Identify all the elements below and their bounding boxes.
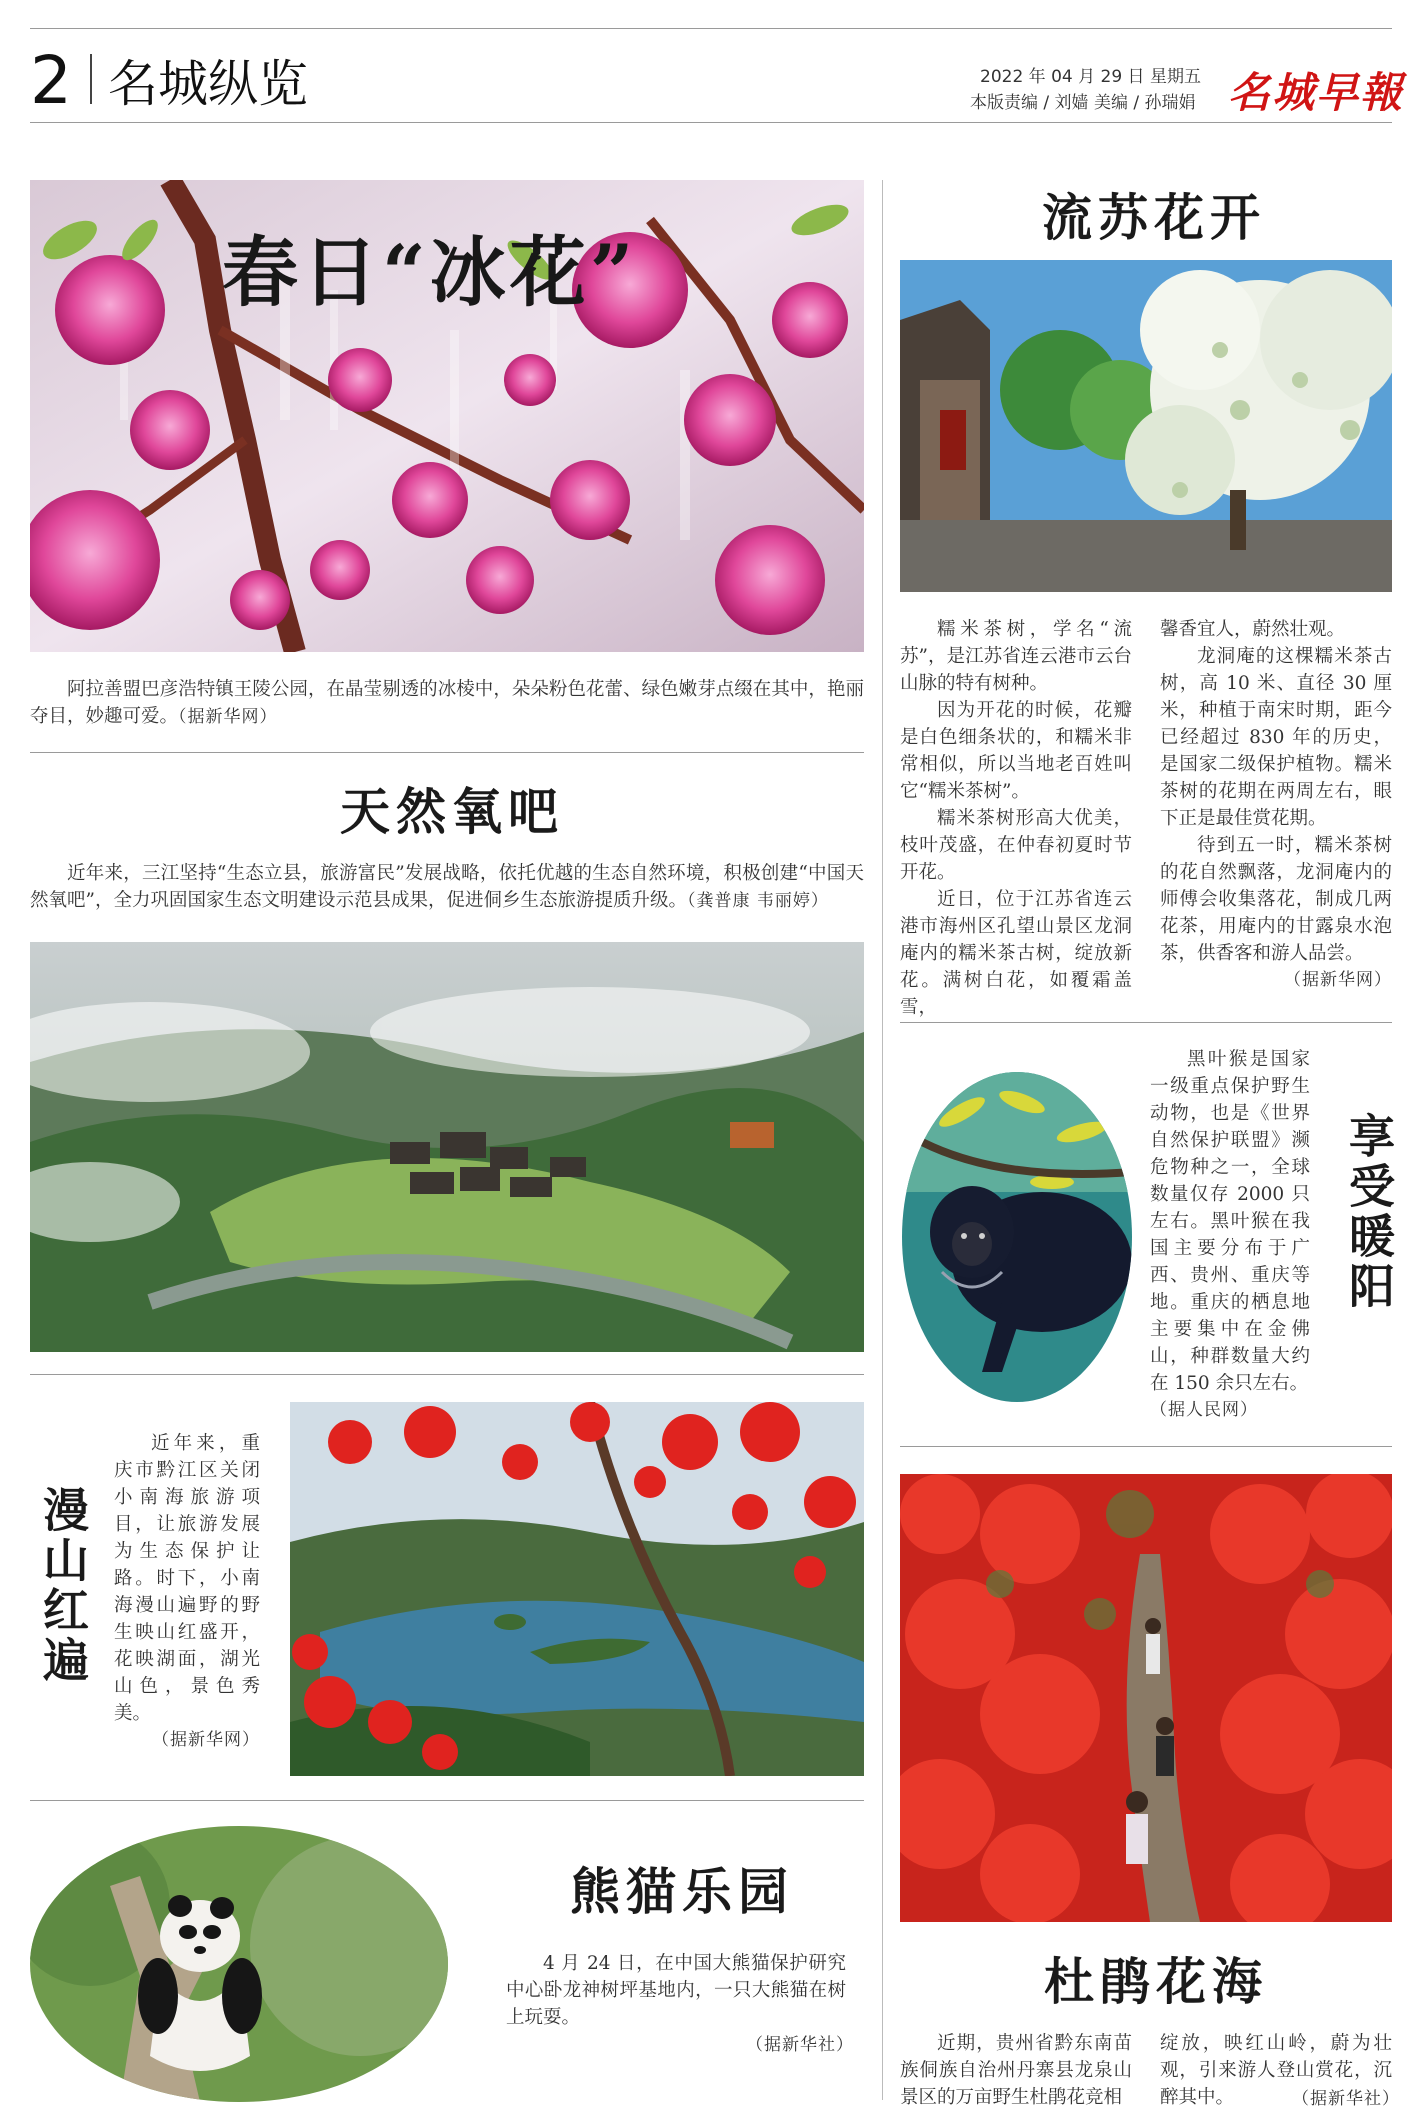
monkey-credit: （据人民网）: [1150, 1400, 1258, 1420]
monkey-title: 享受暖阳: [1342, 1112, 1396, 1312]
red-mountain-bottom-rule: [30, 1800, 864, 1801]
azalea-left-column: [900, 2030, 1132, 2111]
header-bottom-rule: [30, 122, 1392, 123]
monkey-text-block: [1150, 1046, 1310, 1424]
ice-flower-credit: （据新华网）: [178, 707, 278, 727]
fringe-tree-bottom-rule: [900, 1022, 1392, 1023]
fringe-tree-para-6: 待到五一时，糯米茶树的花自然飘落，龙洞庵内的师傅会收集落花，制成几两花茶，用庵内的甘露泉水泡茶，供香客和游人品尝。: [1160, 835, 1392, 964]
panda-text: 4 月 24 日，在中国大熊猫保护研究中心卧龙神树坪基地内，一只大熊猫在树上玩耍。: [506, 1953, 846, 2028]
oxygen-bar-text: 近年来，三江坚持“生态立县，旅游富民”发展战略，依托优越的生态自然环境，积极创建“中国天然氧吧”，全力巩固国家生态文明建设示范县成果，促进侗乡生态旅游提质升级。: [30, 863, 864, 911]
red-mountain-text: 近年来，重庆市黔江区关闭小南海旅游项目，让旅游发展为生态保护让路。时下，小南海漫山遍野的野生映山红盛开，花映湖面，湖光山色，景色秀美。: [114, 1433, 260, 1724]
panda-text-block: [506, 1950, 846, 2031]
azalea-text-left: 近期，贵州省黔东南苗族侗族自治州丹寨县龙泉山景区的万亩野生杜鹃花竞相: [900, 2033, 1132, 2108]
panda-photo: [30, 1826, 448, 2102]
fringe-tree-para-1: 糯米茶树，学名“流苏”，是江苏省连云港市云台山脉的特有树种。: [900, 619, 1132, 694]
azalea-photo: [900, 1474, 1392, 1922]
monkey-photo: [902, 1072, 1132, 1402]
oxygen-bar-bottom-rule: [30, 1374, 864, 1375]
red-mountain-photo: [290, 1402, 864, 1776]
red-mountain-text-block: [114, 1430, 260, 1754]
header-divider: [90, 54, 92, 104]
panda-credit: （据新华社）: [746, 2035, 854, 2055]
oxygen-bar-title: 天然氧吧: [340, 782, 564, 841]
column-divider: [882, 180, 883, 2100]
oxygen-bar-credit: （龚普康 韦丽婷）: [686, 891, 829, 911]
azalea-credit: （据新华社）: [1292, 2089, 1400, 2109]
fringe-tree-para-2: 因为开花的时候，花瓣是白色细条状的，和糯米非常相似，所以当地老百姓叫它“糯米茶树”。: [900, 700, 1132, 802]
top-rule: [30, 28, 1392, 29]
oxygen-bar-text-block: [30, 860, 864, 915]
fringe-tree-para-3: 糯米茶树形高大优美，枝叶茂盛，在仲春初夏时节开花。: [900, 808, 1132, 883]
page-number: 2: [30, 42, 72, 119]
fringe-tree-title: 流苏花开: [1042, 188, 1266, 247]
ice-flower-title: 春日“冰花”: [222, 228, 638, 317]
ice-flower-bottom-rule: [30, 752, 864, 753]
ice-flower-caption: [30, 676, 864, 731]
fringe-tree-para-4-cont: 馨香宜人，蔚然壮观。: [1160, 619, 1346, 640]
ice-flower-caption-text: 阿拉善盟巴彦浩特镇王陵公园，在晶莹剔透的冰棱中，朵朵粉色花蕾、绿色嫩芽点缀在其中，艳丽夺目，妙趣可爱。: [30, 679, 864, 727]
header-date: 2022 年 04 月 29 日 星期五: [980, 67, 1201, 87]
oxygen-bar-photo: [30, 942, 864, 1352]
fringe-tree-photo: [900, 260, 1392, 592]
azalea-text-right: 绽放，映红山岭，蔚为壮观，引来游人登山赏花，沉醉其中。: [1160, 2033, 1392, 2108]
fringe-tree-para-5: 龙洞庵的这棵糯米茶古树，高 10 米、直径 30 厘米，种植于南宋时期，距今已经超过 830 年的历史，是国家二级保护植物。糯米茶树的花期在两周左右，眼下正是最佳赏花期。: [1160, 646, 1392, 829]
fringe-tree-right-column: [1160, 616, 1392, 994]
azalea-title: 杜鹃花海: [1044, 1952, 1268, 2011]
section-title: 名城纵览: [108, 55, 308, 113]
header-editors: 本版责编 / 刘嫱 美编 / 孙瑞娟: [970, 93, 1196, 113]
fringe-tree-left-column: [900, 616, 1132, 1021]
fringe-tree-para-4: 近日，位于江苏省连云港市海州区孔望山景区龙洞庵内的糯米茶古树，绽放新花。满树白花，如覆霜盖雪，: [900, 889, 1132, 1018]
fringe-tree-credit: （据新华网）: [1284, 970, 1392, 990]
monkey-bottom-rule: [900, 1446, 1392, 1447]
red-mountain-credit: （据新华网）: [152, 1730, 260, 1750]
red-mountain-title: 漫山红遍: [36, 1486, 90, 1686]
masthead-logo: 名城早報: [1228, 68, 1405, 117]
monkey-text: 黑叶猴是国家一级重点保护野生动物，也是《世界自然保护联盟》濒危物种之一，全球数量仅存 2000 只左右。黑叶猴在我国主要分布于广西、贵州、重庆等地。重庆的栖息地主要集中在金佛山，种群数量大约在 150 余只左右。: [1150, 1049, 1310, 1394]
panda-title: 熊猫乐园: [570, 1862, 794, 1921]
